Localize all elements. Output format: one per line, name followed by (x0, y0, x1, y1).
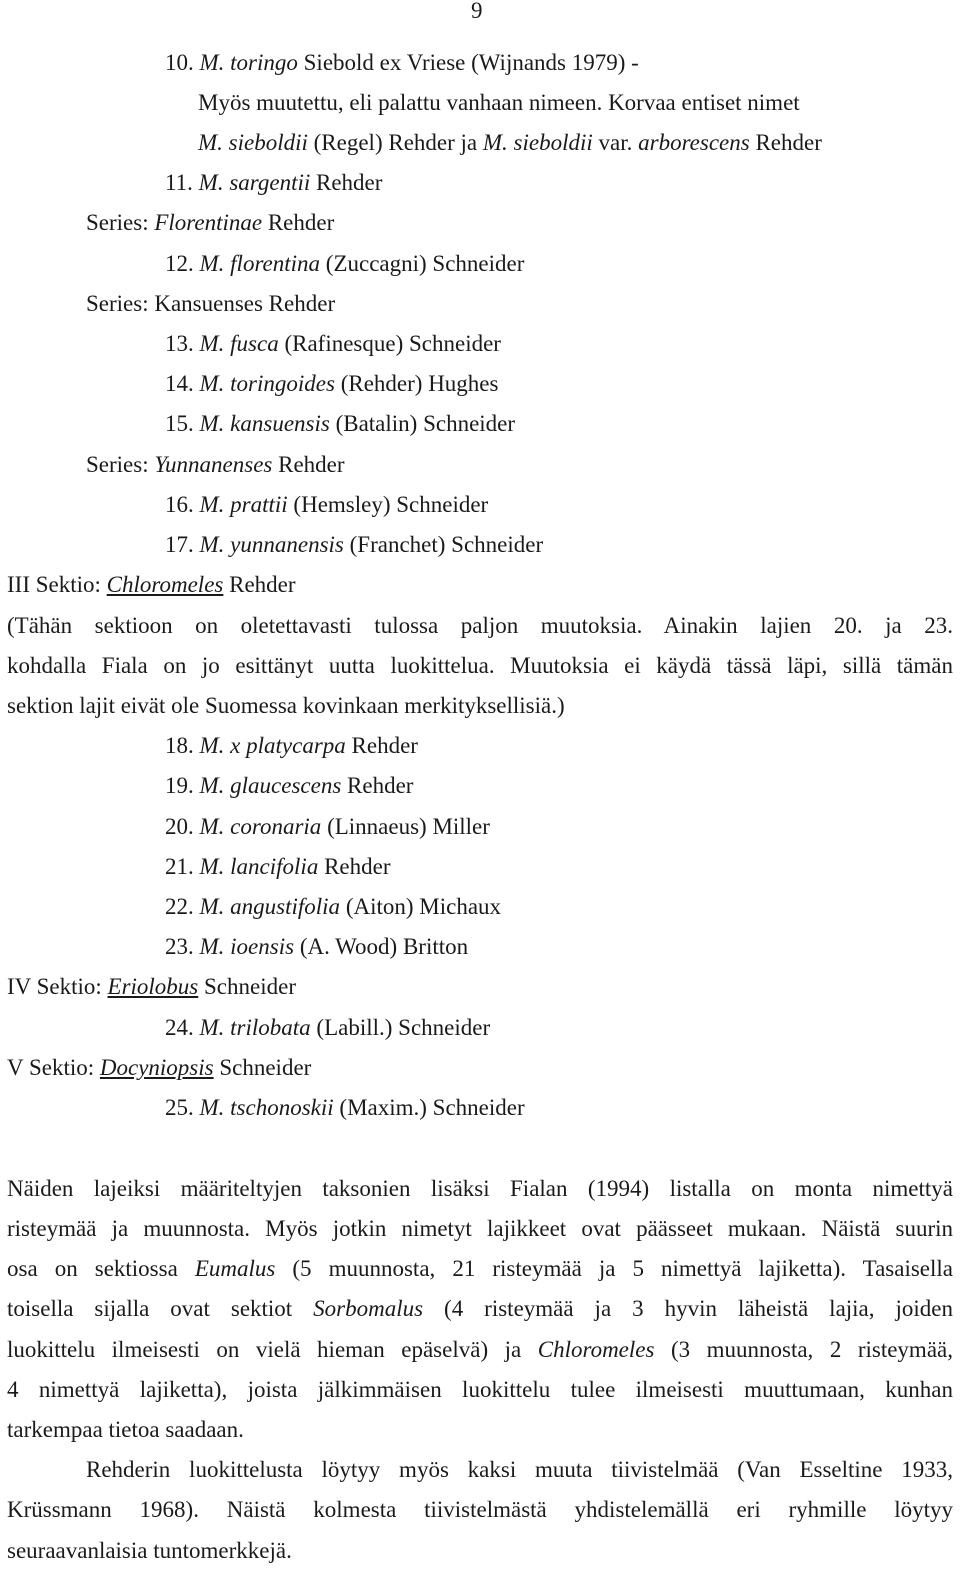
text-line (165, 409, 515, 439)
italic-taxon-name: M. fusca (199, 331, 279, 356)
italic-taxon-name: M. glaucescens (199, 773, 342, 798)
text-segment: 24. (165, 1015, 200, 1040)
text-line (86, 208, 334, 238)
text-segment: 11. (165, 170, 199, 195)
text-line (165, 1093, 525, 1123)
italic-taxon-name: Docyniopsis (99, 1055, 214, 1080)
text-segment: 4 nimettyä lajiketta), joista jälkimmäisen luokittelu tulee ilmeisesti muuttumaan, kunhan (7, 1377, 953, 1402)
text-line (165, 1013, 490, 1043)
text-segment: (Regel) Rehder ja (307, 130, 483, 155)
text-segment: Näiden lajeiksi määriteltyjen taksonien lisäksi Fialan (1994) listalla on monta nimettyä (7, 1176, 953, 1201)
text-line (7, 1415, 953, 1445)
text-segment: 20. (165, 814, 200, 839)
text-segment: Rehder (345, 733, 418, 758)
italic-taxon-name: M. angustifolia (199, 894, 341, 919)
text-segment: sektion lajit eivät ole Suomessa kovinkaan merkityksellisiä.) (7, 693, 565, 718)
text-line (86, 289, 335, 319)
text-segment: Rehder (341, 773, 414, 798)
text-segment: III Sektio: (7, 572, 107, 597)
text-segment: Rehder (310, 170, 383, 195)
italic-taxon-name: Eriolobus (107, 974, 199, 999)
text-segment: Myös muutettu, eli palattu vanhaan nimeen. Korvaa entiset nimet (198, 90, 800, 115)
text-segment: Rehder (318, 854, 391, 879)
text-segment: seuraavanlaisia tuntomerkkejä. (7, 1538, 292, 1563)
text-segment: 10. (165, 50, 200, 75)
text-segment: (Aiton) Michaux (340, 894, 502, 919)
text-line (7, 691, 953, 721)
text-segment: V Sektio: (7, 1055, 100, 1080)
text-line (165, 329, 501, 359)
text-segment: toisella sijalla ovat sektiot (7, 1296, 314, 1321)
text-line (7, 570, 296, 600)
text-line (198, 88, 800, 118)
italic-taxon-name: M. ioensis (199, 934, 295, 959)
text-line (165, 48, 639, 78)
italic-taxon-name: M. sieboldii (482, 130, 593, 155)
italic-taxon-name: Florentinae (154, 210, 263, 235)
italic-taxon-name: Sorbomalus (313, 1296, 424, 1321)
text-segment: Rehder (272, 452, 345, 477)
italic-taxon-name: Chloromeles (537, 1337, 655, 1362)
text-segment: 23. (165, 934, 200, 959)
text-line (7, 1214, 953, 1244)
italic-taxon-name: M. coronaria (199, 814, 322, 839)
italic-taxon-name: arborescens (638, 130, 750, 155)
text-segment: 16. (165, 492, 200, 517)
italic-taxon-name: M. tschonoskii (199, 1095, 334, 1120)
text-line (7, 1053, 311, 1083)
text-segment: risteymää ja muunnosta. Myös jotkin nimetyt lajikkeet ovat päässeet mukaan. Näistä suurin (7, 1216, 953, 1241)
italic-taxon-name: M. toringoides (199, 371, 335, 396)
page-number: 9 (471, 0, 483, 23)
text-segment: Rehder (749, 130, 822, 155)
text-segment: Rehder (262, 210, 335, 235)
text-segment: (Franchet) Schneider (343, 532, 544, 557)
text-segment: 25. (165, 1095, 200, 1120)
text-line (7, 1375, 953, 1405)
text-segment: (Zuccagni) Schneider (320, 251, 525, 276)
text-segment: (3 muunnosta, 2 risteymää, (654, 1337, 953, 1362)
italic-taxon-name: M. x platycarpa (199, 733, 346, 758)
text-segment: 15. (165, 411, 200, 436)
italic-taxon-name: M. kansuensis (199, 411, 330, 436)
text-line (86, 1455, 953, 1485)
italic-taxon-name: M. florentina (199, 251, 321, 276)
text-segment: 12. (165, 251, 200, 276)
text-line (165, 932, 468, 962)
text-line (7, 1254, 953, 1284)
text-segment: 18. (165, 733, 200, 758)
italic-taxon-name: Eumalus (194, 1256, 276, 1281)
text-segment: 17. (165, 532, 200, 557)
text-segment: 21. (165, 854, 200, 879)
text-line (165, 249, 524, 279)
text-segment: Rehder (223, 572, 296, 597)
text-segment: kohdalla Fiala on jo esittänyt uutta luokittelua. Muutoksia ei käydä tässä läpi, sillä tämän (7, 653, 953, 678)
italic-taxon-name: M. sargentii (198, 170, 311, 195)
italic-taxon-name: M. lancifolia (199, 854, 319, 879)
text-segment: Schneider (198, 974, 296, 999)
text-segment: osa on sektiossa (7, 1256, 195, 1281)
text-segment: (Labill.) Schneider (310, 1015, 491, 1040)
italic-taxon-name: M. trilobata (199, 1015, 311, 1040)
text-line (7, 611, 953, 641)
text-segment: luokittelu ilmeisesti on vielä hieman epäselvä) ja (7, 1337, 538, 1362)
text-line (165, 168, 382, 198)
text-segment: Siebold ex Vriese (Wijnands 1979) - (297, 50, 639, 75)
text-segment: Series: (86, 452, 155, 477)
text-segment: (Hemsley) Schneider (287, 492, 489, 517)
italic-taxon-name: Yunnanenses (154, 452, 273, 477)
text-line (7, 651, 953, 681)
italic-taxon-name: M. yunnanensis (199, 532, 344, 557)
text-segment: (4 risteymää ja 3 hyvin läheistä lajia, joiden (423, 1296, 953, 1321)
text-segment: (Batalin) Schneider (329, 411, 516, 436)
text-segment: Krüssmann 1968). Näistä kolmesta tiivistelmästä yhdistelemällä eri ryhmille löytyy (7, 1497, 953, 1522)
text-line (7, 1174, 953, 1204)
text-segment: Rehderin luokittelusta löytyy myös kaksi muuta tiivistelmää (Van Esseltine 1933, (86, 1457, 953, 1482)
text-line (86, 450, 345, 480)
text-segment: Schneider (213, 1055, 312, 1080)
text-segment: 14. (165, 371, 200, 396)
text-line (7, 972, 296, 1002)
text-line (7, 1495, 953, 1525)
text-line (165, 771, 413, 801)
text-line (165, 731, 418, 761)
text-line (7, 1536, 953, 1566)
text-segment: IV Sektio: (7, 974, 108, 999)
text-line (165, 892, 501, 922)
text-line (165, 369, 498, 399)
text-line (165, 530, 543, 560)
text-line (7, 1335, 953, 1365)
text-segment: (Maxim.) Schneider (333, 1095, 525, 1120)
text-line (165, 812, 490, 842)
text-segment: (Tähän sektioon on oletettavasti tulossa paljon muutoksia. Ainakin lajien 20. ja 23. (7, 613, 953, 638)
text-segment: tarkempaa tietoa saadaan. (7, 1417, 244, 1442)
italic-taxon-name: M. sieboldii (198, 130, 308, 155)
text-segment: Series: Kansuenses Rehder (86, 291, 336, 316)
text-line (165, 852, 391, 882)
text-segment: (Linnaeus) Miller (321, 814, 490, 839)
text-segment: (Rehder) Hughes (334, 371, 499, 396)
text-segment: (A. Wood) Britton (294, 934, 469, 959)
text-line (7, 1294, 953, 1324)
text-line (198, 128, 822, 158)
italic-taxon-name: Chloromeles (106, 572, 224, 597)
text-segment: Series: (86, 210, 155, 235)
text-segment: 22. (165, 894, 200, 919)
italic-taxon-name: M. toringo (199, 50, 298, 75)
text-segment: (Rafinesque) Schneider (278, 331, 501, 356)
text-segment: var. (592, 130, 639, 155)
italic-taxon-name: M. prattii (199, 492, 288, 517)
text-segment: 13. (165, 331, 200, 356)
text-segment: 19. (165, 773, 200, 798)
text-line (165, 490, 488, 520)
text-segment: (5 muunnosta, 21 risteymää ja 5 nimettyä lajiketta). Tasaisella (275, 1256, 953, 1281)
